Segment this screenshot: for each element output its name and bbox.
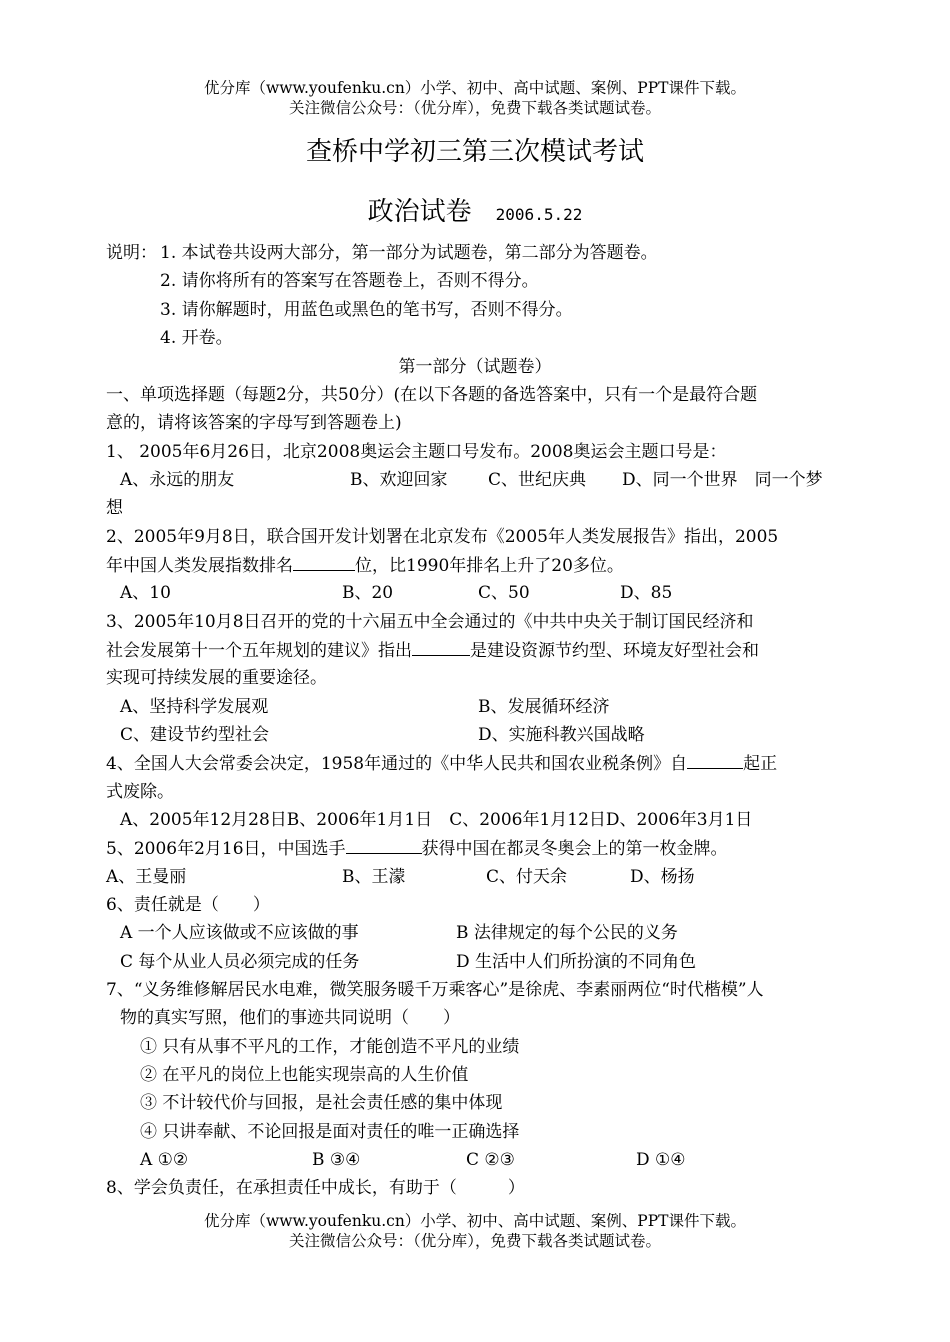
q4-options: A、2005年12月28日B、2006年1月1日 C、2006年1月12日D、2006年3月1日 bbox=[120, 810, 753, 830]
q1-option-c: C、世纪庆典 bbox=[488, 470, 587, 490]
q3-stem-2: 社会发展第十一个五年规划的建议》指出 是建设资源节约型、环境友好型社会和 bbox=[106, 641, 759, 661]
exam-subtitle bbox=[0, 196, 950, 231]
q4-stem-2: 式废除。 bbox=[106, 782, 174, 802]
q2-stem-2: 年中国人类发展指数排名 位，比1990年排名上升了20多位。 bbox=[106, 556, 624, 576]
exam-title: 查桥中学初三第三次模试考试 bbox=[305, 137, 644, 167]
q5-stem: 5、2006年2月16日，中国选手 获得中国在都灵冬奥会上的第一枚金牌。 bbox=[106, 839, 728, 859]
q7-stem-2: 物的真实写照，他们的事迹共同说明（ ） bbox=[120, 1008, 460, 1028]
q1-stem: 1、 2005年6月26日，北京2008奥运会主题口号发布。2008奥运会主题口号是： bbox=[106, 442, 727, 462]
q4-blank bbox=[687, 752, 743, 769]
q5-option-d: D、杨扬 bbox=[630, 867, 695, 887]
part1-heading: 第一部分（试题卷） bbox=[398, 357, 552, 377]
q3-blank bbox=[412, 639, 470, 656]
q6-option-a: A 一个人应该做或不应该做的事 bbox=[120, 923, 359, 943]
q7-option-b: B ③④ bbox=[312, 1150, 361, 1170]
note-item-4: 4. 开卷。 bbox=[160, 328, 233, 348]
q7-item-4: ④ 只讲奉献、不论回报是面对责任的唯一正确选择 bbox=[140, 1122, 520, 1142]
q5-blank bbox=[346, 837, 422, 854]
q3-stem-1: 3、2005年10月8日召开的党的十六届五中全会通过的《中共中央关于制订国民经济和 bbox=[106, 612, 754, 632]
q7-option-c: C ②③ bbox=[466, 1150, 515, 1170]
q6-stem: 6、责任就是（ ） bbox=[106, 895, 270, 915]
q8-stem: 8、学会负责任，在承担责任中成长，有助于（ ） bbox=[106, 1178, 525, 1198]
q6-option-d: D 生活中人们所扮演的不同角色 bbox=[456, 952, 697, 972]
q5-option-c: C、付天余 bbox=[486, 867, 568, 887]
q7-item-1: ① 只有从事不平凡的工作，才能创造不平凡的业绩 bbox=[140, 1037, 520, 1057]
header-line-2: 关注微信公众号：（优分库），免费下载各类试题试卷。 bbox=[288, 99, 661, 117]
q2-blank bbox=[293, 554, 355, 571]
q7-item-3: ③ 不计较代价与回报，是社会责任感的集中体现 bbox=[140, 1093, 503, 1113]
notes-label: 说明： bbox=[106, 243, 157, 263]
exam-date: 2006.5.22 bbox=[495, 205, 583, 224]
header-line-1: 优分库（www.youfenku.cn）小学、初中、高中试题、案例、PPT课件下载。 bbox=[203, 79, 747, 97]
subject-title: 政治试卷 bbox=[367, 197, 472, 227]
q3-option-c: C、建设节约型社会 bbox=[120, 725, 270, 745]
footer-line-2: 关注微信公众号：（优分库），免费下载各类试题试卷。 bbox=[288, 1232, 661, 1250]
q1-option-d: D、同一个世界 同一个梦 bbox=[622, 470, 823, 490]
q7-item-2: ② 在平凡的岗位上也能实现崇高的人生价值 bbox=[140, 1065, 469, 1085]
q6-option-c: C 每个从业人员必须完成的任务 bbox=[120, 952, 360, 972]
q3-option-d: D、实施科教兴国战略 bbox=[478, 725, 645, 745]
q1-option-a: A、永远的朋友 bbox=[120, 470, 235, 490]
q3-option-b: B、发展循环经济 bbox=[478, 697, 610, 717]
q5-option-a: A、王曼丽 bbox=[106, 867, 187, 887]
q3-stem-3: 实现可持续发展的重要途径。 bbox=[106, 668, 327, 688]
q1-option-b: B、欢迎回家 bbox=[350, 470, 448, 490]
section-instructions-1: 一、单项选择题（每题2分，共50分）(在以下各题的备选答案中，只有一个是最符合题 bbox=[106, 385, 758, 405]
section-instructions-2: 意的，请将该答案的字母写到答题卷上) bbox=[106, 413, 402, 433]
q5-option-b: B、王濛 bbox=[342, 867, 406, 887]
q2-option-a: A、10 bbox=[120, 583, 171, 603]
q6-option-b: B 法律规定的每个公民的义务 bbox=[456, 923, 678, 943]
q7-stem-1: 7、“义务维修解居民水电难，微笑服务暖千万乘客心”是徐虎、李素丽两位“时代楷模”人 bbox=[106, 980, 764, 1000]
q2-option-c: C、50 bbox=[478, 583, 530, 603]
q7-option-d: D ①④ bbox=[636, 1150, 686, 1170]
q3-option-a: A、坚持科学发展观 bbox=[120, 697, 269, 717]
q2-stem-1: 2、2005年9月8日，联合国开发计划署在北京发布《2005年人类发展报告》指出，2005 bbox=[106, 527, 779, 547]
q2-option-d: D、85 bbox=[620, 583, 673, 603]
note-item-1: 1. 本试卷共设两大部分，第一部分为试题卷，第二部分为答题卷。 bbox=[160, 243, 658, 263]
note-item-3: 3. 请你解题时，用蓝色或黑色的笔书写，否则不得分。 bbox=[160, 300, 573, 320]
note-item-2: 2. 请你将所有的答案写在答题卷上，否则不得分。 bbox=[160, 271, 539, 291]
q2-option-b: B、20 bbox=[342, 583, 394, 603]
q4-stem-1: 4、全国人大会常委会决定，1958年通过的《中华人民共和国农业税条例》自 起正 bbox=[106, 754, 778, 774]
q7-option-a: A ①② bbox=[140, 1150, 189, 1170]
footer-line-1: 优分库（www.youfenku.cn）小学、初中、高中试题、案例、PPT课件下载。 bbox=[203, 1212, 747, 1230]
q1-option-d-cont: 想 bbox=[106, 498, 123, 518]
